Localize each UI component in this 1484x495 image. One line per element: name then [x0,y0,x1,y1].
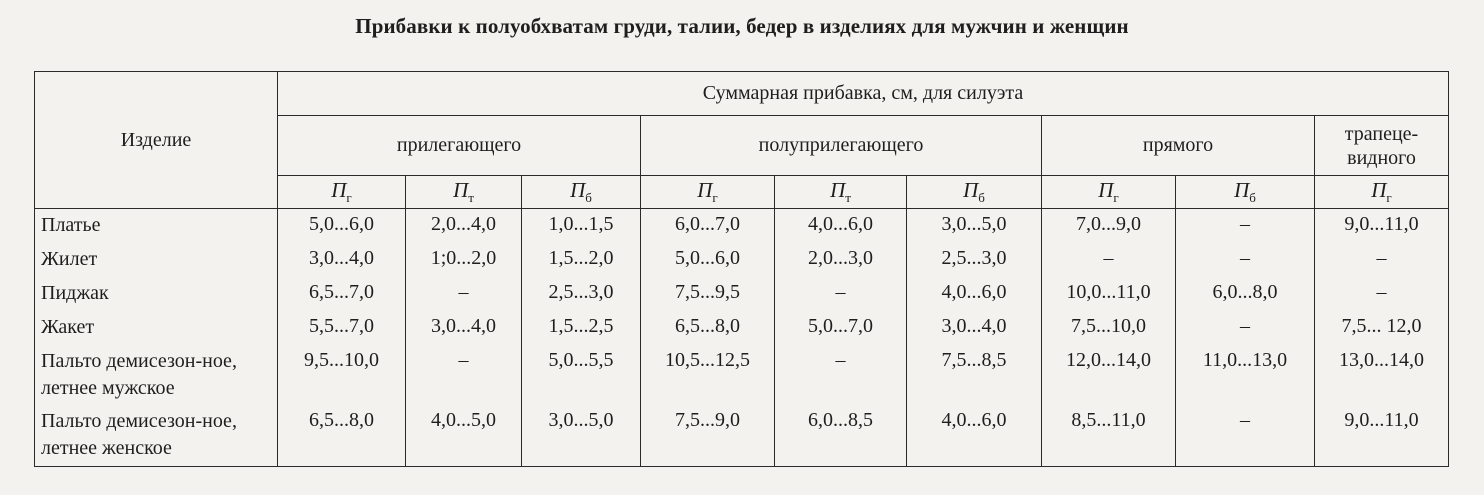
value-cell: 5,0...6,0 [278,209,406,245]
symbol-header-cell [1315,176,1449,209]
symbol-base: П [1098,178,1114,202]
allowance-symbol [963,178,985,205]
value-cell: – [1315,244,1449,278]
symbol-base: П [1371,178,1387,202]
value-cell: 5,0...7,0 [775,312,907,346]
symbol-subscript: г [1113,190,1119,205]
symbol-subscript: т [468,190,474,205]
symbol-subscript: г [712,190,718,205]
symbol-header-cell [278,176,406,209]
symbol-base: П [570,178,586,202]
value-cell: 11,0...13,0 [1176,346,1315,406]
item-name-cell: Платье [35,209,278,245]
page-title: Прибавки к полуобхватам груди, талии, бедер в изделиях для мужчин и женщин [355,14,1129,38]
symbol-base: П [453,178,469,202]
table-row [35,406,1449,467]
value-cell: 6,0...8,5 [775,406,907,467]
value-cell: 4,0...6,0 [775,209,907,245]
value-cell: – [1176,209,1315,245]
value-cell: 2,5...3,0 [907,244,1042,278]
silhouette-trapeze-label: трапеце-видного [1344,122,1419,169]
value-cell: 3,0...5,0 [522,406,641,467]
item-name-cell: Жилет [35,244,278,278]
total-allowance-header: Суммарная прибавка, см, для силуэта [278,72,1449,116]
value-cell: 4,0...6,0 [907,406,1042,467]
value-cell: 6,5...8,0 [641,312,775,346]
value-cell: – [1176,406,1315,467]
item-name-cell: Пиджак [35,278,278,312]
value-cell: – [1176,244,1315,278]
value-cell: 6,5...8,0 [278,406,406,467]
value-cell: 3,0...5,0 [907,209,1042,245]
allowance-symbol [1234,178,1256,205]
value-cell: – [1176,312,1315,346]
value-cell: 7,5... 12,0 [1315,312,1449,346]
table-row [35,346,1449,406]
value-cell: – [406,346,522,406]
symbol-base: П [331,178,347,202]
symbol-header-cell [1042,176,1176,209]
value-cell: – [775,346,907,406]
allowance-symbol [697,178,718,205]
value-cell: 12,0...14,0 [1042,346,1176,406]
allowance-symbol [453,178,474,205]
value-cell: 7,5...10,0 [1042,312,1176,346]
symbol-base: П [1234,178,1250,202]
allowance-symbol [1098,178,1119,205]
symbol-subscript: б [978,190,985,205]
symbol-subscript: б [1249,190,1256,205]
symbol-base: П [830,178,846,202]
value-cell: – [1042,244,1176,278]
symbol-subscript: т [845,190,851,205]
value-cell: – [1315,278,1449,312]
value-cell: 2,0...3,0 [775,244,907,278]
symbol-base: П [697,178,713,202]
value-cell: 10,0...11,0 [1042,278,1176,312]
table-row [35,312,1449,346]
value-cell: 4,0...5,0 [406,406,522,467]
value-cell: 6,0...8,0 [1176,278,1315,312]
symbol-header-cell [641,176,775,209]
value-cell: 9,0...11,0 [1315,209,1449,245]
value-cell: 9,0...11,0 [1315,406,1449,467]
table-row [35,244,1449,278]
allowance-symbol [331,178,352,205]
table-row [35,278,1449,312]
value-cell: 3,0...4,0 [406,312,522,346]
value-cell: 13,0...14,0 [1315,346,1449,406]
value-cell: – [406,278,522,312]
value-cell: 1,5...2,0 [522,244,641,278]
value-cell: 6,0...7,0 [641,209,775,245]
value-cell: 5,0...6,0 [641,244,775,278]
symbol-header-cell [522,176,641,209]
allowance-symbol [1371,178,1392,205]
value-cell: 3,0...4,0 [907,312,1042,346]
value-cell: 6,5...7,0 [278,278,406,312]
symbol-header-cell [775,176,907,209]
allowance-symbol [830,178,851,205]
value-cell: 7,5...9,0 [641,406,775,467]
value-cell: 7,0...9,0 [1042,209,1176,245]
item-column-header: Изделие [35,72,278,209]
value-cell: 1;0...2,0 [406,244,522,278]
symbol-header-cell [406,176,522,209]
value-cell: 2,5...3,0 [522,278,641,312]
silhouette-fitted-header: прилегающего [278,116,641,176]
item-name-cell: Пальто демисезон-ное, летнее мужское [35,346,278,406]
value-cell: 1,0...1,5 [522,209,641,245]
silhouette-straight-header: прямого [1042,116,1315,176]
value-cell: 7,5...9,5 [641,278,775,312]
allowance-symbol [570,178,592,205]
table-row [35,209,1449,245]
value-cell: 5,5...7,0 [278,312,406,346]
symbol-subscript: б [585,190,592,205]
symbol-header-cell [1176,176,1315,209]
symbol-subscript: г [1386,190,1392,205]
value-cell: 7,5...8,5 [907,346,1042,406]
allowance-table [34,71,1449,467]
symbol-subscript: г [346,190,352,205]
value-cell: 8,5...11,0 [1042,406,1176,467]
item-name-cell: Пальто демисезон-ное, летнее женское [35,406,278,467]
symbol-header-cell [907,176,1042,209]
value-cell: – [775,278,907,312]
value-cell: 3,0...4,0 [278,244,406,278]
value-cell: 5,0...5,5 [522,346,641,406]
value-cell: 4,0...6,0 [907,278,1042,312]
symbol-base: П [963,178,979,202]
value-cell: 10,5...12,5 [641,346,775,406]
value-cell: 9,5...10,0 [278,346,406,406]
item-name-cell: Жакет [35,312,278,346]
value-cell: 2,0...4,0 [406,209,522,245]
silhouette-trapeze-header [1315,116,1449,176]
value-cell: 1,5...2,5 [522,312,641,346]
silhouette-semifitted-header: полуприлегающего [641,116,1042,176]
